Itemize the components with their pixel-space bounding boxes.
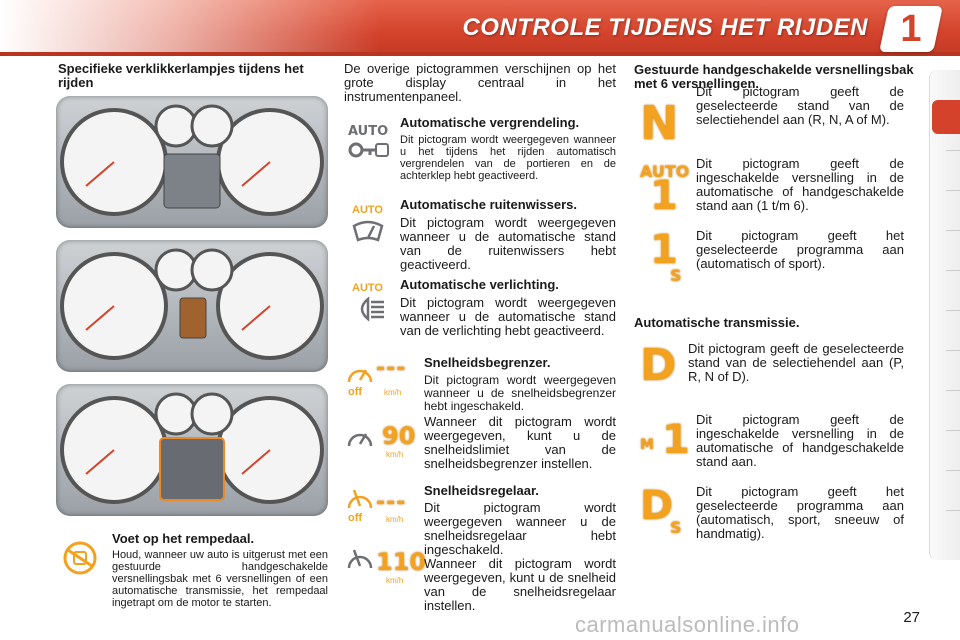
gear-ds-d-icon: D xyxy=(640,483,674,529)
lights-heading: Automatische verlichting. xyxy=(400,277,559,292)
gear-one-icon: 1 xyxy=(650,227,678,273)
cruise-off-label: off xyxy=(348,512,363,524)
page-number: 27 xyxy=(903,609,920,626)
gear-sport-text: Dit pictogram geeft het geselecteerde programma aan (automatisch of sport). xyxy=(696,228,904,271)
speed-limiter-set-gauge-icon xyxy=(346,426,374,450)
instrument-panel-2 xyxy=(56,240,328,372)
limiter-set-kmh-label: km/h xyxy=(386,450,404,459)
limiter-text-1: Dit pictogram wordt weergegeven wanneer u de snelheidsbegrenzer hebt ingeschakeld. xyxy=(424,373,616,413)
lights-text: Dit pictogram wordt weergegeven wanneer u de automatische stand van de verlichting hebt geactiveerd. xyxy=(400,295,616,338)
left-heading: Specifieke verklikkerlampjes tijdens het rijden xyxy=(58,61,304,90)
gear-n-icon: N xyxy=(640,96,679,150)
cruise-control-gauge-icon xyxy=(346,486,374,512)
gear-auto-label: AUTO xyxy=(640,162,690,181)
header-fade xyxy=(0,0,380,56)
chapter-tab-active[interactable] xyxy=(932,100,960,134)
cruise-dashes: --- xyxy=(376,490,407,515)
tab-divider xyxy=(946,350,960,351)
wipers-text: Dit pictogram wordt weergegeven wanneer u de automatische stand van de ruitenwissers hebt geactiveerd. xyxy=(400,215,616,272)
gear-n-text: Dit pictogram geeft de geselecteerde stand van de selectiehendel aan (R, N, A of M). xyxy=(696,84,904,127)
watermark: carmanualsonline.info xyxy=(575,612,800,637)
gear-auto-text: Dit pictogram geeft de ingeschakelde versnelling in de automatische of handgeschakelde stand aan (1 t/m 6). xyxy=(696,156,904,213)
gear-m-text: Dit pictogram geeft de ingeschakelde versnelling in de automatische of handgeschakelde stand aan. xyxy=(696,412,904,469)
cruise-text-1: Dit pictogram wordt weergegeven wanneer u de snelheidsregelaar hebt ingeschakeld. xyxy=(424,500,616,557)
tab-divider xyxy=(946,510,960,511)
wipers-heading: Automatische ruitenwissers. xyxy=(400,197,577,212)
tab-divider xyxy=(946,270,960,271)
gear-d-text: Dit pictogram geeft de geselecteerde stand van de selectiehendel aan (P, R, N of D). xyxy=(688,341,904,384)
limiter-kmh-label: km/h xyxy=(384,388,402,397)
tab-divider xyxy=(946,470,960,471)
tab-divider xyxy=(946,230,960,231)
wiper-icon xyxy=(352,218,384,246)
speed-limiter-gauge-icon xyxy=(346,362,374,386)
brake-pedal-icon xyxy=(60,540,100,576)
cruise-control-set-gauge-icon xyxy=(346,546,374,572)
tab-divider xyxy=(946,150,960,151)
gear-d-icon: D xyxy=(640,340,677,391)
key-lock-icon xyxy=(348,140,390,160)
tab-divider xyxy=(946,190,960,191)
chapter-tabs xyxy=(929,70,960,560)
cruise-speed-value: 110 xyxy=(376,548,427,576)
right-heading: Gestuurde handgeschakelde versnellingsbak met 6 versnellingen. xyxy=(634,62,914,91)
gear-auto-one-icon: 1 xyxy=(650,173,678,219)
cruise-heading: Snelheidsregelaar. xyxy=(424,483,539,498)
auto-wipers-label: AUTO xyxy=(352,204,383,216)
limiter-dashes: --- xyxy=(376,356,407,381)
tab-divider xyxy=(946,390,960,391)
lock-text: Dit pictogram wordt weergegeven wanneer u het tijdens het rijden automatisch vergrendelen van de portieren en de achterklep hebt geactiveerd. xyxy=(400,134,616,182)
tab-divider xyxy=(946,310,960,311)
cruise-kmh-label: km/h xyxy=(386,515,404,524)
tab-divider xyxy=(946,430,960,431)
instrument-panel-1 xyxy=(56,96,328,228)
cruise-set-kmh-label: km/h xyxy=(386,576,404,585)
pedal-text: Houd, wanneer uw auto is uitgerust met een gestuurde handgeschakelde versnellingsbak met 6 versnellingen of een automatische transmissie, het rempedaal ingetrapt om de motor te starten. xyxy=(112,549,328,609)
limiter-text-2: Wanneer dit pictogram wordt weergegeven, kunt u de snelheidslimiet van de snelheidsbegrenzer instellen. xyxy=(424,414,616,471)
dashboard-2-illustration xyxy=(56,240,328,372)
limiter-heading: Snelheidsbegrenzer. xyxy=(424,355,551,370)
gear-m-icon: M xyxy=(640,437,654,453)
limiter-off-label: off xyxy=(348,386,363,398)
gear-ds-s-icon: S xyxy=(670,518,682,537)
gear-ds-text: Dit pictogram geeft het geselecteerde programma aan (automatisch, sport, sneeuw of handmatig). xyxy=(696,484,904,541)
page-title: CONTROLE TIJDENS HET RIJDEN xyxy=(462,14,868,41)
chapter-badge xyxy=(879,6,943,52)
pedal-heading: Voet op het rempedaal. xyxy=(112,531,255,546)
auto-lock-label: AUTO xyxy=(348,124,389,139)
header-stripe xyxy=(0,52,960,56)
instrument-panel-3 xyxy=(56,384,328,516)
dashboard-3-illustration xyxy=(56,384,328,516)
headlight-icon xyxy=(354,296,386,322)
gear-m-one-icon: 1 xyxy=(662,417,690,463)
limiter-speed-value: 90 xyxy=(382,422,416,450)
lock-heading: Automatische vergrendeling. xyxy=(400,115,580,130)
middle-intro: De overige pictogrammen verschijnen op het grote display centraal in het instrumentenpaneel. xyxy=(344,61,616,104)
auto-transmission-heading: Automatische transmissie. xyxy=(634,315,800,330)
chapter-number: 1 xyxy=(900,8,922,50)
cruise-text-2: Wanneer dit pictogram wordt weergegeven, kunt u de snelheid van de snelheidsregelaar instellen. xyxy=(424,556,616,613)
auto-lights-label: AUTO xyxy=(352,282,383,294)
dashboard-1-illustration xyxy=(56,96,328,228)
gear-sport-icon: S xyxy=(670,266,682,285)
